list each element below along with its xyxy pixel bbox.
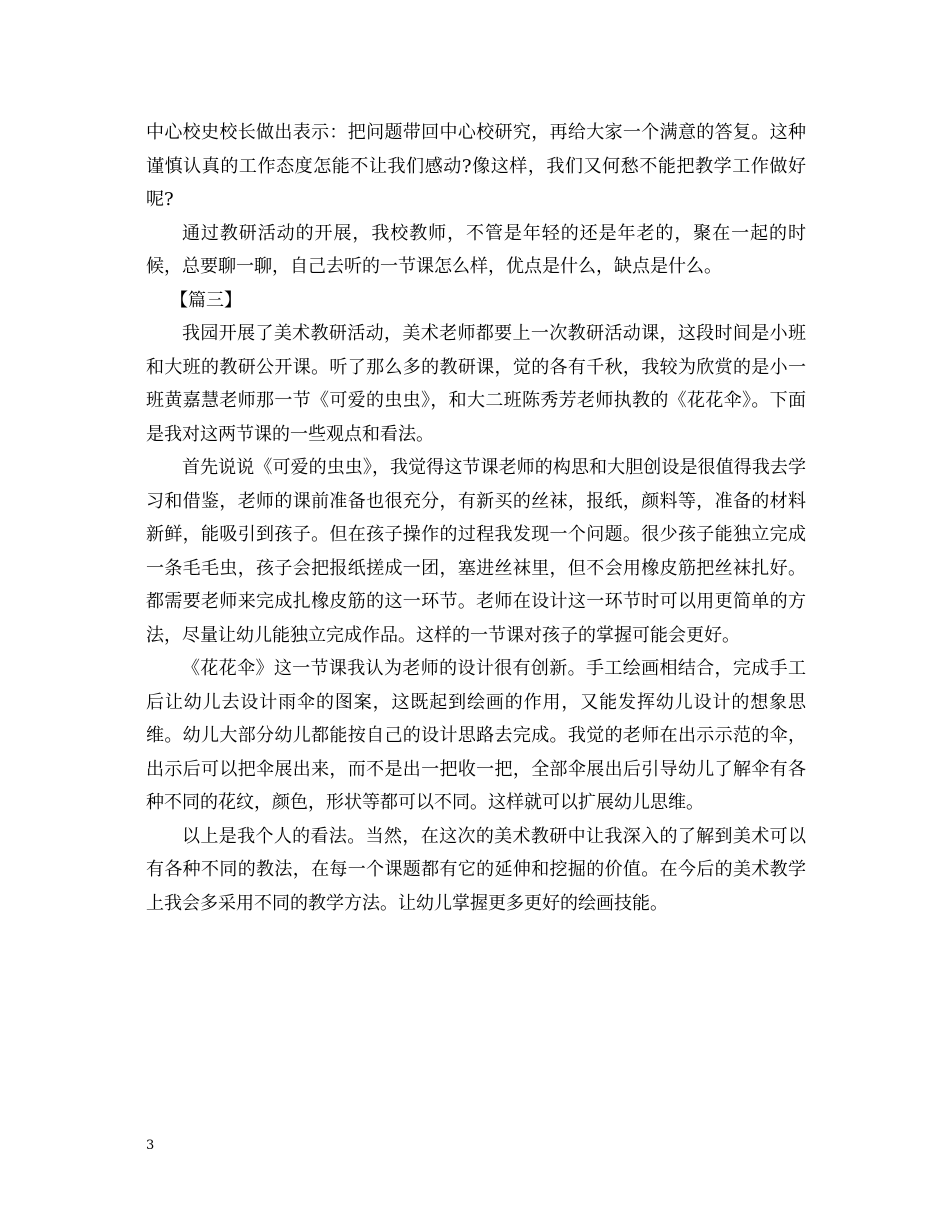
paragraph-4: 首先说说《可爱的虫虫》，我觉得这节课老师的构思和大胆创设是很值得我去学习和借鉴，老师的课前准备也很充分，有新买的丝袜，报纸，颜料等，准备的材料新鲜，能吸引到孩子。但在孩子操作的过程我发现一个问题。很少孩子能独立完成一条毛毛虫，孩子会把报纸搓成一团，塞进丝袜里，但不会用橡皮筋把丝袜扎好。都需要老师来完成扎橡皮筋的这一环节。老师在设计这一环节时可以用更简单的方法，尽量让幼儿能独立完成作品。这样的一节课对孩子的掌握可能会更好。 [146,457,806,646]
paragraph-6: 以上是我个人的看法。当然，在这次的美术教研中让我深入的了解到美术可以有各种不同的教法，在每一个课题都有它的延伸和挖掘的价值。在今后的美术教学上我会多采用不同的教学方法。让幼儿掌握更多更好的绘画技能。 [146,825,806,914]
paragraph-2: 通过教研活动的开展，我校教师，不管是年轻的还是年老的，聚在一起的时候，总要聊一聊，自己去听的一节课怎么样，优点是什么，缺点是什么。 [146,222,806,277]
paragraph-5: 《花花伞》这一节课我认为老师的设计很有创新。手工绘画相结合，完成手工后让幼儿去设计雨伞的图案，这既起到绘画的作用，又能发挥幼儿设计的想象思维。幼儿大部分幼儿都能按自己的设计思路去完成。我觉的老师在出示示范的伞，出示后可以把伞展出来，而不是出一把收一把，全部伞展出后引导幼儿了解伞有各种不同的花纹，颜色，形状等都可以不同。这样就可以扩展幼儿思维。 [146,658,806,813]
paragraph-1: 中心校史校长做出表示：把问题带回中心校研究，再给大家一个满意的答复。这种谨慎认真的工作态度怎能不让我们感动?像这样，我们又何愁不能把教学工作做好呢? [146,122,806,210]
section-heading: 【篇三】 [170,289,242,311]
document-body [146,116,806,920]
paragraph-3: 我园开展了美术教研活动，美术老师都要上一次教研活动课，这段时间是小班和大班的教研公开课。听了那么多的教研课，觉的各有千秋，我较为欣赏的是小一班黄嘉慧老师那一节《可爱的虫虫》，和大二班陈秀芳老师执教的《花花伞》。下面是我对这两节课的一些观点和看法。 [146,323,806,445]
page-number: 3 [146,1138,155,1153]
